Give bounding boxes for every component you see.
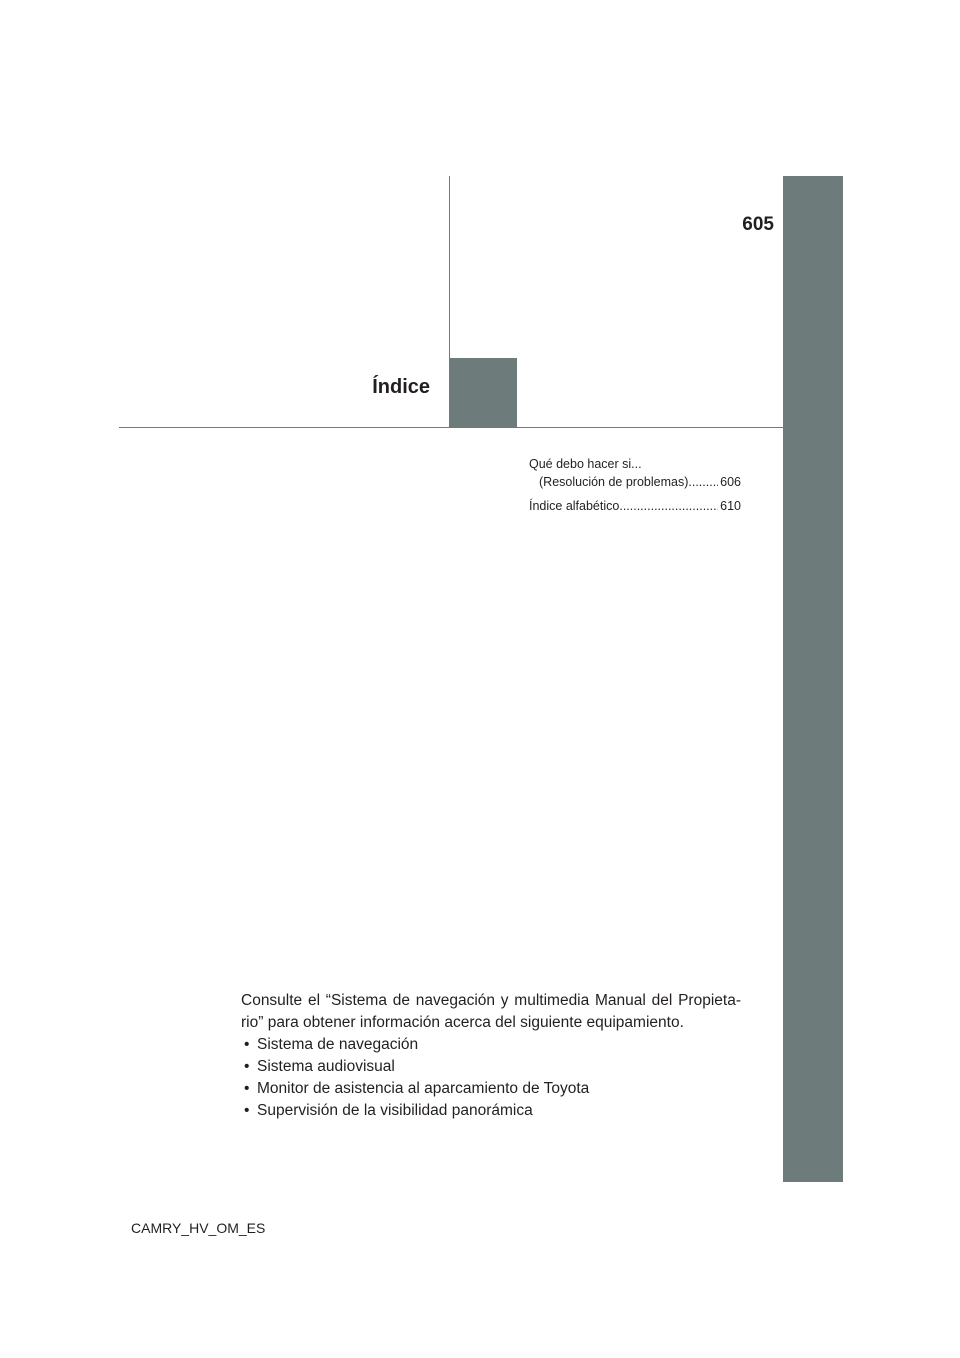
section-title: Índice — [372, 376, 430, 398]
document-code: CAMRY_HV_OM_ES — [131, 1220, 266, 1236]
list-item-text: Sistema de navegación — [257, 1036, 419, 1053]
header-vertical-rule — [449, 176, 450, 358]
bullet: • — [244, 1036, 250, 1053]
list-item — [241, 1034, 741, 1056]
bullet: • — [244, 1102, 250, 1119]
notice-text: Consulte el “Sistema de navegación y multimedia Manual del Propieta-rio” para obtener información acerca del siguiente equipamiento. — [241, 992, 741, 1031]
list-item-text: Supervisión de la visibilidad panorámica — [257, 1102, 533, 1119]
toc-entry-troubleshooting[interactable] — [529, 455, 741, 491]
equipment-list — [241, 1034, 741, 1122]
toc-entry-title: Índice alfabético — [529, 499, 620, 513]
toc-entry-subtitle: (Resolución de problemas) — [539, 475, 689, 489]
bullet: • — [244, 1080, 250, 1097]
toc-entry-page: 606 — [720, 475, 741, 489]
table-of-contents — [529, 455, 741, 521]
navigation-manual-notice — [241, 990, 741, 1122]
toc-entry-title: Qué debo hacer si... — [529, 457, 642, 471]
bullet: • — [244, 1058, 250, 1075]
page-number: 605 — [742, 214, 774, 235]
list-item-text: Sistema audiovisual — [257, 1058, 395, 1075]
toc-leader-dots — [688, 473, 718, 491]
toc-leader-dots — [619, 497, 718, 515]
list-item — [241, 1100, 741, 1122]
chapter-side-tab — [783, 176, 843, 1182]
toc-entry-page: 610 — [720, 499, 741, 513]
header-horizontal-rule — [119, 427, 783, 428]
toc-entry-alphabetical-index[interactable] — [529, 497, 741, 515]
list-item-text: Monitor de asistencia al aparcamiento de Toyota — [257, 1080, 590, 1097]
section-color-block — [449, 358, 517, 427]
list-item — [241, 1078, 741, 1100]
list-item — [241, 1056, 741, 1078]
